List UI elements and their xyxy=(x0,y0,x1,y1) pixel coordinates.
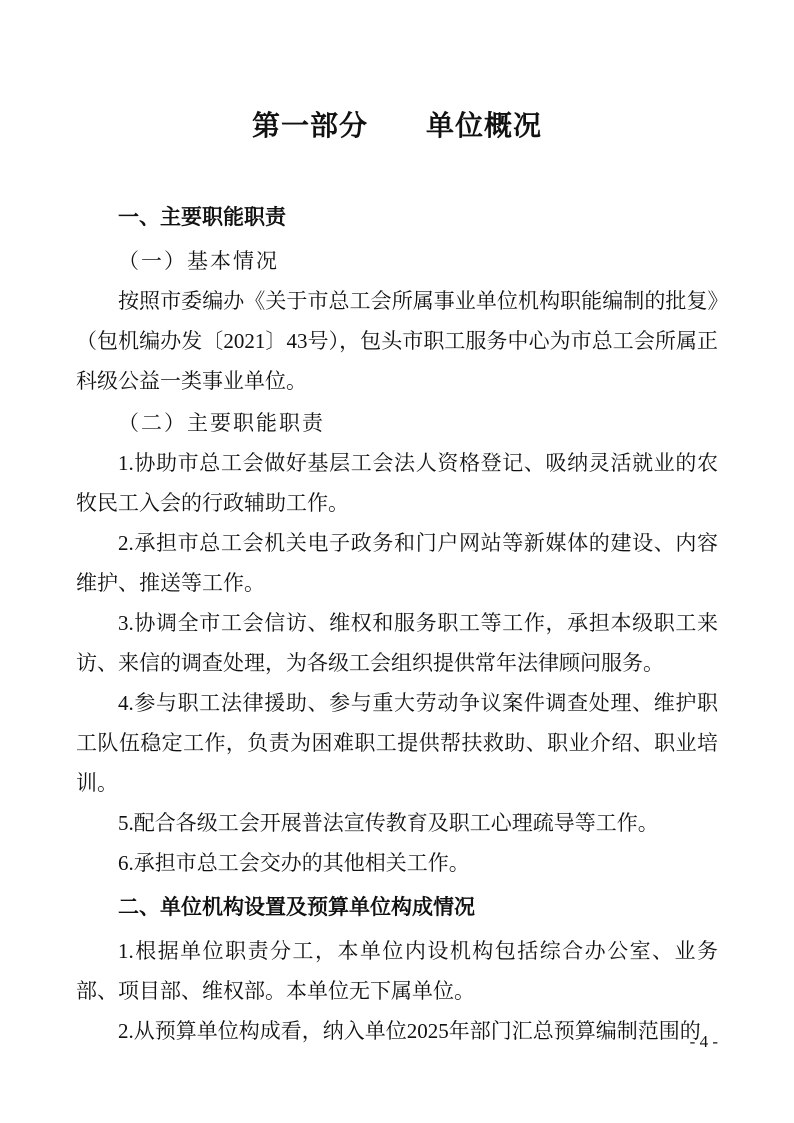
section-heading-org-structure: 二、单位机构设置及预算单位构成情况 xyxy=(118,896,475,919)
document-content xyxy=(76,0,718,1051)
paragraph-duty-6: 6.承担市总工会交办的其他相关工作。 xyxy=(118,851,470,875)
paragraph-org-1: 1.根据单位职责分工，本单位内设机构包括综合办公室、业务部、项目部、维权部。本单位无下属单位。 xyxy=(76,939,718,1003)
section-heading-main-duties: 一、主要职能职责 xyxy=(118,206,286,229)
paragraph-duty-2: 2.承担市总工会机关电子政务和门户网站等新媒体的建设、内容维护、推送等工作。 xyxy=(76,531,718,595)
document-title: 第一部分 单位概况 xyxy=(251,111,542,142)
paragraph-duty-4: 4.参与职工法律援助、参与重大劳动争议案件调查处理、维护职工队伍稳定工作，负责为困难职工提供帮扶救助、职业介绍、职业培训。 xyxy=(76,691,718,795)
page-number: - 4 - xyxy=(689,1032,718,1051)
paragraph-duty-1: 1.协助市总工会做好基层工会法人资格登记、吸纳灵活就业的农牧民工入会的行政辅助工作。 xyxy=(76,451,718,515)
subsection-heading-main-functions: （二）主要职能职责 xyxy=(118,411,325,435)
paragraph-basic-info: 按照市委编办《关于市总工会所属事业单位机构职能编制的批复》（包机编办发〔2021〕43号），包头市职工服务中心为市总工会所属正科级公益一类事业单位。 xyxy=(76,289,718,393)
paragraph-duty-3: 3.协调全市工会信访、维权和服务职工等工作，承担本级职工来访、来信的调查处理，为各级工会组织提供常年法律顾问服务。 xyxy=(76,611,718,675)
paragraph-duty-5: 5.配合各级工会开展普法宣传教育及职工心理疏导等工作。 xyxy=(118,811,659,835)
paragraph-org-2: 2.从预算单位构成看，纳入单位2025年部门汇总预算编制范围的 xyxy=(118,1019,701,1043)
subsection-heading-basic-info: （一）基本情况 xyxy=(118,249,279,273)
